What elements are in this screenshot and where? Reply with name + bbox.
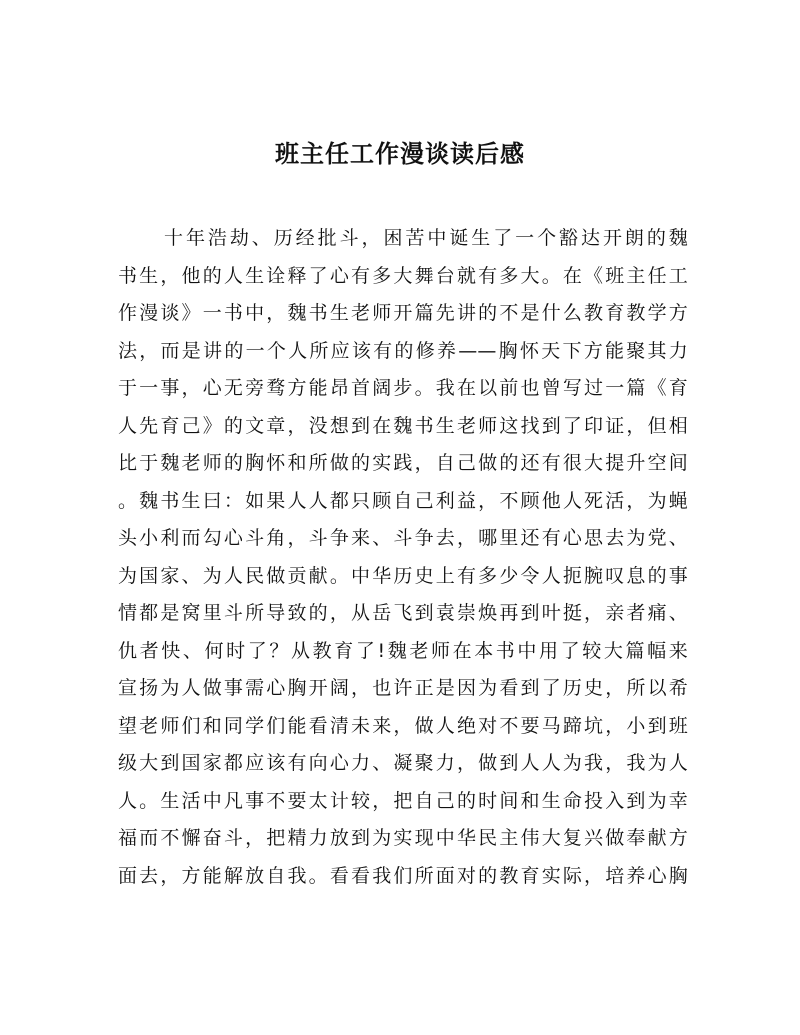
text-line: 。魏书生曰：如果人人都只顾自己利益，不顾他人死活，为蝇 [118,489,688,512]
text-line: 情都是窝里斗所导致的，从岳飞到袁崇焕再到叶挺，亲者痛、 [118,602,688,624]
text-line: 福而不懈奋斗，把精力放到为实现中华民主伟大复兴做奉献方 [118,827,688,849]
text-line: 级大到国家都应该有向心力、凝聚力，做到人人为我，我为人 [118,752,688,774]
text-line: 头小利而勾心斗角，斗争来、斗争去，哪里还有心思去为党、 [118,527,688,549]
text-line: 仇者快、何时了？从教育了!魏老师在本书中用了较大篇幅来 [118,639,688,662]
text-line: 为国家、为人民做贡献。中华历史上有多少令人扼腕叹息的事 [118,564,688,587]
text-line: 面去，方能解放自我。看看我们所面对的教育实际，培养心胸 [118,864,688,887]
text-line: 宣扬为人做事需心胸开阔，也许正是因为看到了历史，所以希 [118,677,688,699]
text-line: 法，而是讲的一个人所应该有的修养——胸怀天下方能聚其力 [118,339,688,362]
text-line: 人先育己》的文章，没想到在魏书生老师这找到了印证，但相 [118,414,688,437]
text-line: 十年浩劫、历经批斗，困苦中诞生了一个豁达开朗的魏 [164,227,688,249]
text-line: 于一事，心无旁骛方能昂首阔步。我在以前也曾写过一篇《育 [118,377,688,399]
text-line: 望老师们和同学们能看清未来，做人绝对不要马蹄坑，小到班 [118,714,688,737]
text-line: 书生，他的人生诠释了心有多大舞台就有多大。在《班主任工 [118,264,688,287]
document-title: 班主任工作漫谈读后感 [275,140,525,168]
text-line: 人。生活中凡事不要太计较，把自己的时间和生命投入到为幸 [118,789,688,812]
text-line: 作漫谈》一书中，魏书生老师开篇先讲的不是什么教育教学方 [118,302,688,324]
text-line: 比于魏老师的胸怀和所做的实践，自己做的还有很大提升空间 [118,452,688,474]
document-body [118,220,688,895]
